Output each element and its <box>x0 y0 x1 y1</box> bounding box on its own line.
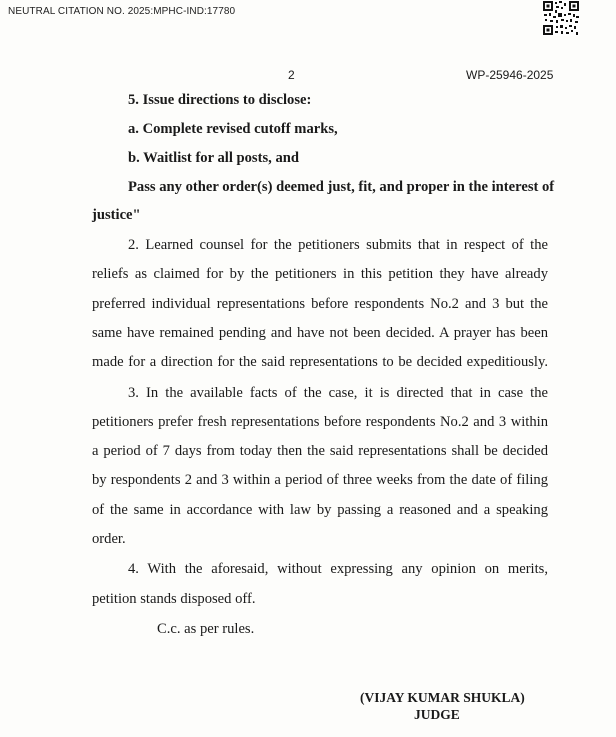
paragraph-line: petition stands disposed off. <box>92 591 256 607</box>
paragraph-line: preferred individual representations before respondents No.2 and 3 but the <box>92 296 548 312</box>
paragraph-line: reliefs as claimed for by the petitioners in this petition they have already <box>92 266 548 282</box>
paragraph-line: made for a direction for the said representations to be decided expeditiously. <box>92 354 548 370</box>
prayer-closing-line-2: justice" <box>92 207 141 223</box>
case-number: WP-25946-2025 <box>466 68 554 82</box>
judge-name: (VIJAY KUMAR SHUKLA) <box>360 690 525 705</box>
prayer-item-5b: b. Waitlist for all posts, and <box>128 150 299 166</box>
qr-code-icon <box>542 0 580 36</box>
paragraph-line: a period of 7 days from today then the said representations shall be decided <box>92 443 548 459</box>
cc-note: C.c. as per rules. <box>157 621 255 637</box>
prayer-closing-line-1: Pass any other order(s) deemed just, fit, and proper in the interest of <box>128 179 555 195</box>
page-number: 2 <box>288 68 295 82</box>
paragraph-line: by respondents 2 and 3 within a period of three weeks from the date of filing <box>92 472 548 488</box>
paragraph-line: same have remained pending and have not been decided. A prayer has been <box>92 325 548 341</box>
paragraph-line: 2. Learned counsel for the petitioners submits that in respect of the <box>128 237 548 253</box>
paragraph-line: of the same in accordance with law by passing a reasoned and a speaking <box>92 502 548 518</box>
paragraph-line: 4. With the aforesaid, without expressing any opinion on merits, <box>128 561 548 577</box>
judge-title: JUDGE <box>414 707 460 722</box>
neutral-citation: NEUTRAL CITATION NO. 2025:MPHC-IND:17780 <box>8 6 236 17</box>
paragraph-line: petitioners prefer fresh representations before respondents No.2 and 3 within <box>92 414 548 430</box>
paragraph-line: 3. In the available facts of the case, it is directed that in case the <box>128 385 548 401</box>
prayer-item-5: 5. Issue directions to disclose: <box>128 92 312 108</box>
prayer-item-5a: a. Complete revised cutoff marks, <box>128 121 338 137</box>
paragraph-line: order. <box>92 531 126 547</box>
